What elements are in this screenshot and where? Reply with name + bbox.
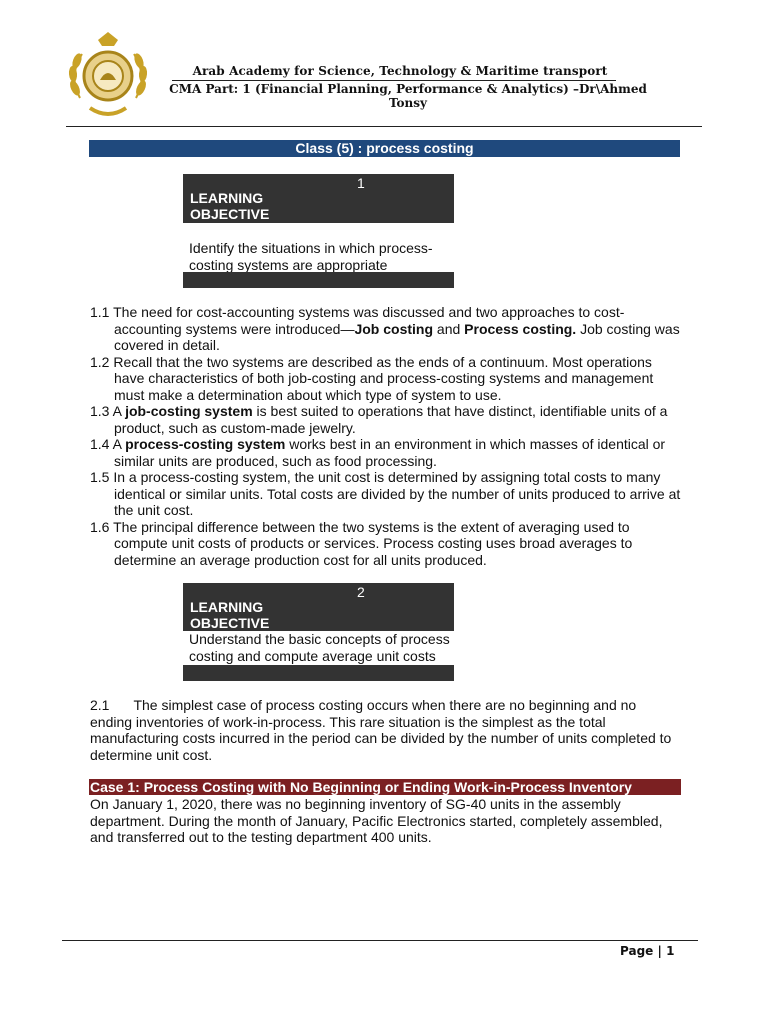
academy-crest-logo [60, 28, 156, 124]
course-title: CMA Part: 1 (Financial Planning, Performance & Analytics) –Dr\Ahmed Tonsy [169, 82, 647, 110]
objective-1-paragraphs [90, 304, 682, 568]
objective-number: 1 [357, 175, 365, 191]
page-number [620, 944, 700, 958]
learning-objective-2-text-box [183, 631, 454, 665]
learning-objective-2-header [183, 583, 454, 631]
class-title-bar: Class (5) : process costing [89, 140, 680, 157]
page-label: Page [620, 944, 654, 958]
learning-objective-2-footer-bar [183, 665, 454, 681]
page-separator: | [657, 944, 662, 958]
institution-name: Arab Academy for Science, Technology & Maritime transport [192, 64, 608, 78]
page-number-value: 1 [666, 944, 675, 958]
objective-label-line1: LEARNING [190, 599, 264, 615]
list-item: 1.2 Recall that the two systems are described as the ends of a continuum. Most operations have characteristics of both job-costing and process-costing systems and management must make a determination about which type of system to use. [90, 353, 654, 403]
case-1-heading: Case 1: Process Costing with No Beginning or Ending Work-in-Process Inventory [89, 779, 681, 795]
list-item: 1.5 In a process-costing system, the unit cost is determined by assigning total costs to many identical or similar units. Total costs are divided by the number of units produced to arrive at the unit cost. [90, 469, 681, 518]
objective-label-line2: OBJECTIVE [190, 615, 270, 631]
header-rule [66, 126, 702, 127]
paragraph-2-1 [90, 697, 682, 763]
paragraph-number: 2.1 [90, 697, 110, 713]
learning-objective-1-text: Identify the situations in which process-costing systems are appropriate [189, 240, 433, 273]
objective-label-line1: LEARNING [190, 190, 264, 206]
learning-objective-1-footer-bar [183, 272, 454, 288]
list-item: 1.6 The principal difference between the two systems is the extent of averaging used to compute unit costs of products or services. Process costing uses broad averages to determine an average production cost for all units produced. [90, 518, 633, 568]
header-divider [172, 80, 616, 81]
objective-number: 2 [357, 584, 365, 600]
learning-objective-1-header [183, 174, 454, 223]
learning-objective-2-text: Understand the basic concepts of process costing and compute average unit costs [189, 631, 450, 664]
list-item: 1.4 A process-costing system works best in an environment in which masses of identical or similar units are produced, such as food processing. [90, 436, 666, 469]
list-item: 1.1 The need for cost-accounting systems was discussed and two approaches to cost-accounting systems were introduced—Job costing and Process costing. Job costing was covered in detail. [90, 304, 680, 353]
paragraph-text: The simplest case of process costing occurs when there are no beginning and no ending inventories of work-in-process. This rare situation is the simplest as the total manufacturing costs incurred in the period can be divided by the number of units completed to determine unit cost. [90, 697, 672, 763]
objective-label-line2: OBJECTIVE [190, 206, 270, 222]
list-item: 1.3 A job-costing system is best suited to operations that have distinct, identifiable units of a product, such as custom-made jewelry. [90, 403, 668, 436]
case-1-text: On January 1, 2020, there was no beginning inventory of SG-40 units in the assembly department. During the month of January, Pacific Electronics started, completely assembled, and transferred out to the testing department 400 units. [90, 796, 663, 845]
footer-rule [62, 940, 698, 941]
